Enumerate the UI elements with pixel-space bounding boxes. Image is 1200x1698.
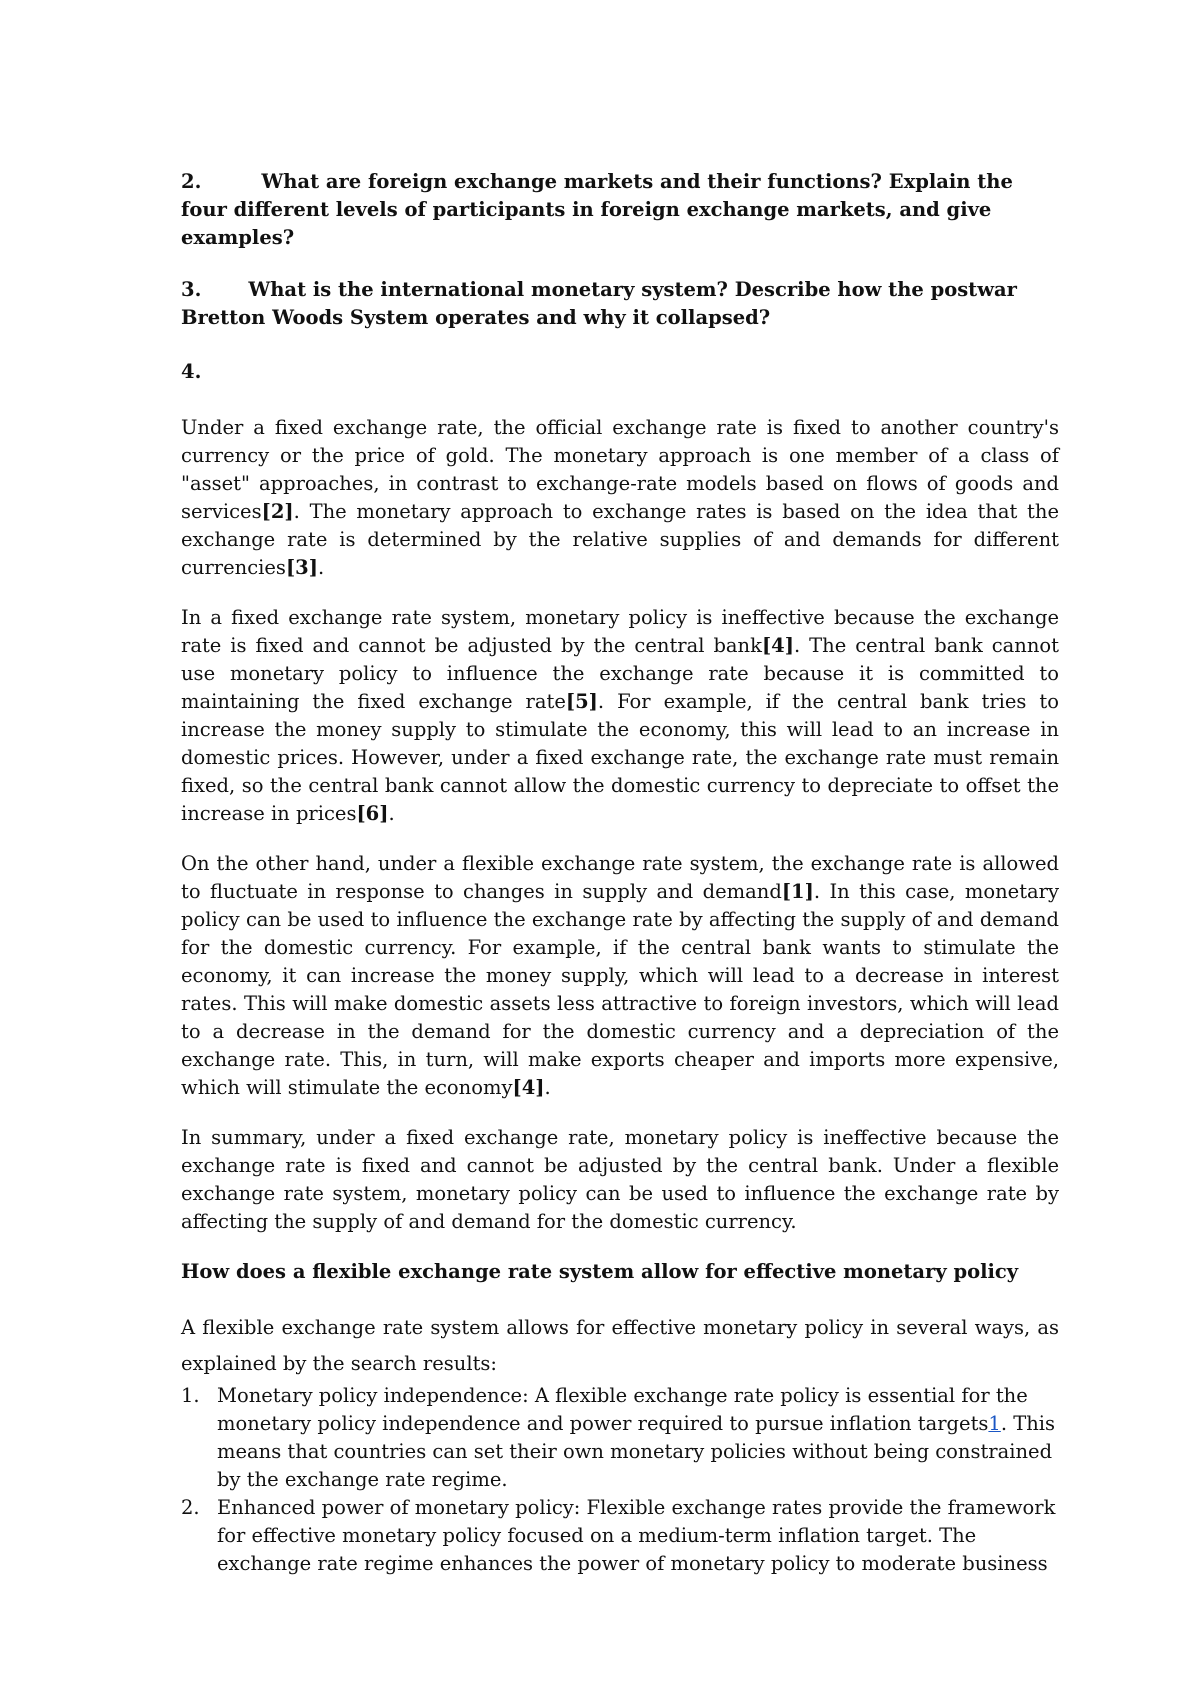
list-item-text: Monetary policy independence: A flexible exchange rate policy is essential for the monetary policy independence and power required to pursue inflation targets (217, 1384, 1028, 1435)
paragraph-text: . For example, if the central bank tries to increase the money supply to stimulate the economy, this will lead to an increase in domestic prices. However, under a fixed exchange rate, the exchange rate must remain fixed, so the central bank cannot allow the domestic currency to depreciate to offset the increase in prices (181, 690, 1059, 825)
numbered-list (181, 1382, 1059, 1578)
paragraph-fixed-rate-intro (181, 414, 1059, 582)
question-4-number: 4. (181, 360, 202, 383)
question-4 (181, 358, 1059, 386)
question-3-text: What is the international monetary system? Describe how the postwar Bretton Woods System operates and why it collapsed? (181, 278, 1017, 329)
question-3-number: 3. (181, 278, 202, 301)
paragraph-text: On the other hand, under a flexible exchange rate system, the exchange rate is allowed to fluctuate in response to changes in supply and demand (181, 852, 1059, 903)
paragraph-summary: In summary, under a fixed exchange rate, monetary policy is ineffective because the exchange rate is fixed and cannot be adjusted by the central bank. Under a flexible exchange rate system, monetary policy can be used to influence the exchange rate by affecting the supply of and demand for the domestic currency. (181, 1126, 1059, 1233)
section-heading: How does a flexible exchange rate system allow for effective monetary policy (181, 1260, 1019, 1283)
list-item-text: Enhanced power of monetary policy: Flexible exchange rates provide the framework for effective monetary policy focused on a medium-term inflation target. The exchange rate regime enhances the power of monetary policy to moderate business (217, 1496, 1056, 1575)
paragraph-text: Under a fixed exchange rate, the official exchange rate is fixed to another country's currency or the price of gold. The monetary approach is one member of a class of "asset" approaches, in contrast to exchange-rate models based on flows of goods and services (181, 416, 1059, 523)
citation-ref: [6] (356, 802, 389, 825)
citation-ref: [3] (285, 556, 318, 579)
paragraph-intro: A flexible exchange rate system allows for effective monetary policy in several ways, as explained by the search results: (181, 1316, 1059, 1375)
paragraph-text: . The central bank cannot use monetary policy to influence the exchange rate because it is committed to maintaining the fixed exchange rate (181, 634, 1059, 713)
citation-ref: [1] (781, 880, 814, 903)
paragraph-text: . In this case, monetary policy can be used to influence the exchange rate by affecting the supply of and demand for the domestic currency. For example, if the central bank wants to stimulate the economy, it can increase the money supply, which will lead to a decrease in interest rates. This will make domestic assets less attractive to foreign investors, which will lead to a decrease in the demand for the domestic currency and a depreciation of the exchange rate. This, in turn, will make exports cheaper and imports more expensive, which will stimulate the economy (181, 880, 1059, 1099)
citation-ref: [2] (261, 500, 294, 523)
list-item (181, 1382, 1059, 1494)
citation-ref: [5] (565, 690, 598, 713)
paragraph-text: . (544, 1076, 551, 1099)
question-2 (181, 168, 1059, 252)
list-item-number: 2. (181, 1496, 200, 1519)
citation-ref: [4] (512, 1076, 545, 1099)
question-3 (181, 276, 1059, 332)
document-page (181, 168, 1059, 1578)
paragraph-text: In a fixed exchange rate system, monetary policy is ineffective because the exchange rate is fixed and cannot be adjusted by the central bank (181, 606, 1059, 657)
paragraph-fixed-rate-ineffective (181, 604, 1059, 828)
paragraph-flexible-rate (181, 850, 1059, 1102)
paragraph-text: . (317, 556, 325, 579)
question-2-text: What are foreign exchange markets and their functions? Explain the four different levels of participants in foreign exchange markets, and give examples? (181, 170, 1013, 249)
list-item-text: . This means that countries can set their own monetary policies without being constrained by the exchange rate regime. (217, 1412, 1056, 1491)
footnote-link[interactable]: 1 (988, 1412, 1001, 1435)
paragraph-text: . The monetary approach to exchange rates is based on the idea that the exchange rate is determined by the relative supplies of and demands for different currencies (181, 500, 1059, 579)
list-item (181, 1494, 1059, 1578)
list-item-number: 1. (181, 1384, 200, 1407)
paragraph-text: . (388, 802, 395, 825)
question-2-number: 2. (181, 170, 202, 193)
citation-ref: [4] (761, 634, 794, 657)
